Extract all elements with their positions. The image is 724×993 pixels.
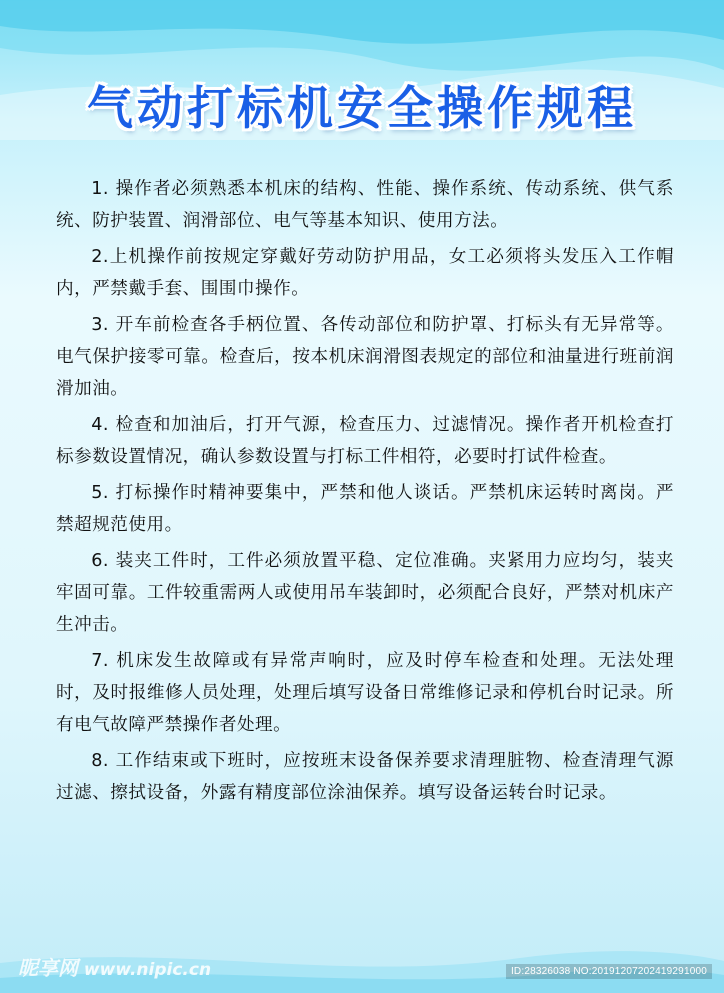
rule-item: 2.上机操作前按规定穿戴好劳动防护用品，女工必须将头发压入工作帽内，严禁戴手套、围围巾操作。: [56, 247, 674, 299]
watermark-logo: 昵享网: [18, 956, 78, 980]
watermark-url: www.nipic.cn: [83, 960, 212, 980]
rule-item: 5. 打标操作时精神要集中，严禁和他人谈话。严禁机床运转时离岗。严禁超规范使用。: [56, 483, 674, 535]
page-title: 气动打标机安全操作规程: [87, 81, 637, 135]
rule-item: 4. 检查和加油后，打开气源，检查压力、过滤情况。操作者开机检查打标参数设置情况，确认参数设置与打标工件相符，必要时打试件检查。: [56, 415, 674, 467]
image-id-label: ID:28326038 NO:20191207202419291000: [506, 964, 712, 979]
rule-item: 7. 机床发生故障或有异常声响时，应及时停车检查和处理。无法处理时，及时报维修人员处理，处理后填写设备日常维修记录和停机台时记录。所有电气故障严禁操作者处理。: [56, 651, 674, 735]
rule-item: 8. 工作结束或下班时，应按班末设备保养要求清理脏物、检查清理气源过滤、擦拭设备，外露有精度部位涂油保养。填写设备运转台时记录。: [56, 751, 674, 803]
watermark: [18, 952, 211, 981]
rule-item: 1. 操作者必须熟悉本机床的结构、性能、操作系统、传动系统、供气系统、防护装置、润滑部位、电气等基本知识、使用方法。: [56, 179, 674, 231]
rule-item: 3. 开车前检查各手柄位置、各传动部位和防护罩、打标头有无异常等。电气保护接零可靠。检查后，按本机床润滑图表规定的部位和油量进行班前润滑加油。: [56, 315, 674, 399]
rules-list: [56, 173, 674, 813]
rule-item: 6. 装夹工件时，工件必须放置平稳、定位准确。夹紧用力应均匀，装夹牢固可靠。工件较重需两人或使用吊车装卸时，必须配合良好，严禁对机床产生冲击。: [56, 551, 674, 635]
